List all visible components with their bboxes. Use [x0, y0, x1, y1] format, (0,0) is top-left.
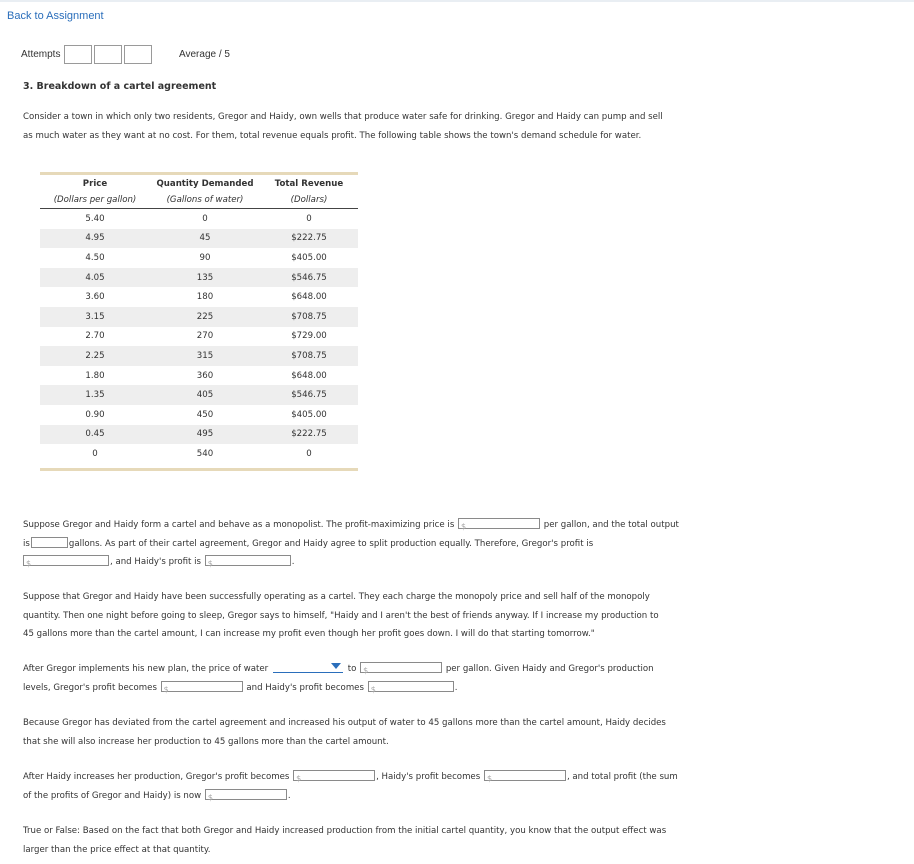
p1-text: gallons. As part of their cartel agreement, Gregor and Haidy agree to split production equally. Therefore, Gregor's profit is	[68, 538, 594, 549]
cell-revenue: $648.00	[291, 292, 327, 303]
cell-revenue: $222.75	[260, 425, 358, 445]
table-row	[40, 229, 358, 249]
cell-price: 0	[92, 448, 98, 459]
cell-quantity: 315	[150, 346, 260, 366]
dollar-prefix: $	[486, 774, 493, 783]
dollar-prefix: $	[296, 774, 302, 783]
cell-revenue: $405.00	[291, 409, 327, 420]
cell-quantity: 495	[150, 425, 260, 445]
monopoly-price-input[interactable]	[458, 518, 540, 529]
p1-text: per gallon, and the total output	[543, 520, 679, 530]
cell-price: 4.05	[40, 268, 150, 288]
true-false-question	[23, 822, 713, 859]
price-change-dropdown[interactable]	[273, 661, 343, 673]
subheader-price: (Dollars per gallon)	[40, 192, 150, 209]
gregor-new-profit-input[interactable]	[161, 681, 243, 692]
header-revenue: Total Revenue	[274, 178, 344, 189]
table-row	[40, 425, 358, 445]
table-row	[40, 327, 358, 347]
cell-revenue: $222.75	[260, 229, 358, 249]
demand-schedule-table	[40, 172, 358, 471]
cell-quantity: 270	[196, 331, 214, 342]
p1-text: , and Haidy's profit is	[110, 557, 202, 567]
cell-revenue: $708.75	[260, 307, 358, 327]
cell-revenue: $546.75	[260, 268, 358, 288]
table-row	[40, 366, 358, 386]
dollar-prefix: $	[26, 559, 32, 568]
intro-line: as much water as they want at no cost. For them, total revenue equals profit. The following table shows the town's demand schedule for water.	[23, 130, 642, 141]
dollar-prefix: $	[370, 684, 376, 694]
p4-line: Because Gregor has deviated from the cartel agreement and increased his output of water to 45 gallons more than the cartel amount, Haidy decides	[23, 718, 666, 728]
question-title: 3. Breakdown of a cartel agreement	[23, 81, 217, 92]
cell-revenue: $708.75	[260, 346, 358, 366]
haidy-profit-input[interactable]	[205, 555, 291, 566]
cell-quantity: 405	[150, 385, 260, 405]
gregor-profit-input[interactable]	[23, 555, 109, 566]
haidy-deviation-paragraph	[23, 714, 713, 751]
cell-price: 0.90	[85, 409, 105, 420]
header-price: Price	[82, 178, 108, 189]
both-deviate-question	[23, 768, 713, 805]
dollar-prefix: $	[163, 684, 169, 694]
header-quantity: Quantity Demanded	[156, 178, 254, 189]
cell-quantity: 135	[150, 268, 260, 288]
table-row	[40, 287, 358, 307]
p1-text: Suppose Gregor and Haidy form a cartel and behave as a monopolist. The profit-maximizing price is	[23, 520, 455, 530]
intro-line: Consider a town in which only two residents, Gregor and Haidy, own wells that produce water safe for drinking. Gregor and Haidy can pump and sell	[23, 112, 663, 122]
cell-revenue: 0	[306, 213, 312, 224]
attempts-label: Attempts	[21, 49, 61, 60]
p5-text: After Haidy increases her production, Gregor's profit becomes	[23, 772, 290, 782]
haidy-new-profit-input[interactable]	[368, 681, 454, 692]
cell-quantity: 225	[150, 307, 260, 327]
cell-price: 5.40	[85, 213, 105, 224]
total-profit-input[interactable]	[205, 789, 287, 800]
top-divider	[0, 0, 914, 2]
cell-revenue: $546.75	[260, 385, 358, 405]
cell-price: 2.70	[85, 331, 105, 342]
cartel-question	[23, 516, 713, 572]
cell-price: 4.50	[85, 252, 105, 263]
p2-line: 45 gallons more than the cartel amount, I can increase my profit even though her profit goes down. I will do that starting tomorrow."	[23, 629, 595, 639]
table-row	[40, 268, 358, 288]
cell-quantity: 450	[196, 409, 214, 420]
cell-quantity: 0	[202, 213, 208, 224]
subheader-quantity: (Gallons of water)	[150, 192, 260, 209]
table-row	[40, 346, 358, 366]
new-price-input[interactable]	[360, 662, 442, 673]
cell-quantity: 45	[150, 229, 260, 249]
cell-quantity: 90	[199, 252, 211, 263]
p4-line: that she will also increase her production to 45 gallons more than the cartel amount.	[23, 736, 389, 747]
dollar-prefix: $	[207, 559, 213, 568]
haidy-final-profit-input[interactable]	[484, 770, 566, 781]
cell-revenue: 0	[306, 448, 312, 459]
table-row	[40, 248, 358, 268]
p1-text: .	[291, 557, 295, 567]
p3-text: levels, Gregor's profit becomes	[23, 682, 157, 693]
cell-price: 2.25	[40, 346, 150, 366]
p1-text: is	[23, 538, 30, 549]
table-row	[40, 405, 358, 425]
cell-quantity: 540	[196, 448, 214, 459]
attempt-box-1	[64, 45, 92, 64]
cell-price: 1.35	[40, 385, 150, 405]
table-row	[40, 307, 358, 327]
cell-quantity: 360	[196, 370, 214, 381]
cell-price: 1.80	[85, 370, 105, 381]
cell-price: 4.95	[40, 229, 150, 249]
p3-text: and Haidy's profit becomes	[246, 682, 364, 693]
average-score-label: Average / 5	[179, 49, 230, 60]
chevron-down-icon	[331, 663, 341, 669]
subheader-revenue: (Dollars)	[260, 192, 358, 209]
intro-paragraph	[23, 108, 713, 145]
cell-revenue: $729.00	[291, 331, 327, 342]
total-output-input[interactable]	[31, 537, 68, 548]
p3-text: per gallon. Given Haidy and Gregor's production	[445, 664, 654, 674]
p3-text: .	[454, 682, 458, 693]
p5-text: , and total profit (the sum	[566, 772, 678, 782]
table-bottom-bar	[40, 468, 358, 471]
gregor-final-profit-input[interactable]	[293, 770, 375, 781]
attempt-box-2	[94, 45, 122, 64]
dollar-prefix: $	[207, 792, 213, 802]
p3-text: After Gregor implements his new plan, the price of water	[23, 664, 269, 674]
table-row	[40, 444, 358, 464]
table-row	[40, 209, 358, 229]
attempt-box-3	[124, 45, 152, 64]
cell-price: 3.15	[40, 307, 150, 327]
dollar-prefix: $	[461, 522, 467, 531]
cell-revenue: $648.00	[291, 370, 327, 381]
gregor-new-plan-question	[23, 660, 713, 697]
back-to-assignment-link[interactable]: Back to Assignment	[7, 10, 104, 22]
table-row	[40, 385, 358, 405]
cell-revenue: $405.00	[291, 252, 327, 263]
gregor-deviation-paragraph	[23, 588, 713, 644]
p5-text: , Haidy's profit becomes	[376, 772, 481, 782]
p6-line: True or False: Based on the fact that both Gregor and Haidy increased production from the initial cartel quantity, you know that the output effect was	[23, 826, 667, 836]
p2-line: quantity. Then one night before going to sleep, Gregor says to himself, "Haidy and I aren't the best of friends anyway. If I increase my production to	[23, 610, 659, 621]
p6-line: larger than the price effect at that quantity.	[23, 844, 211, 855]
p5-text: of the profits of Gregor and Haidy) is now	[23, 790, 202, 801]
p2-line: Suppose that Gregor and Haidy have been successfully operating as a cartel. They each charge the monopoly price and sell half of the monopoly	[23, 592, 650, 602]
cell-price: 3.60	[85, 292, 105, 303]
p3-text: to	[347, 664, 357, 674]
cell-price: 0.45	[40, 425, 150, 445]
cell-quantity: 180	[196, 292, 214, 303]
p5-text: .	[287, 790, 291, 801]
dollar-prefix: $	[363, 666, 369, 675]
